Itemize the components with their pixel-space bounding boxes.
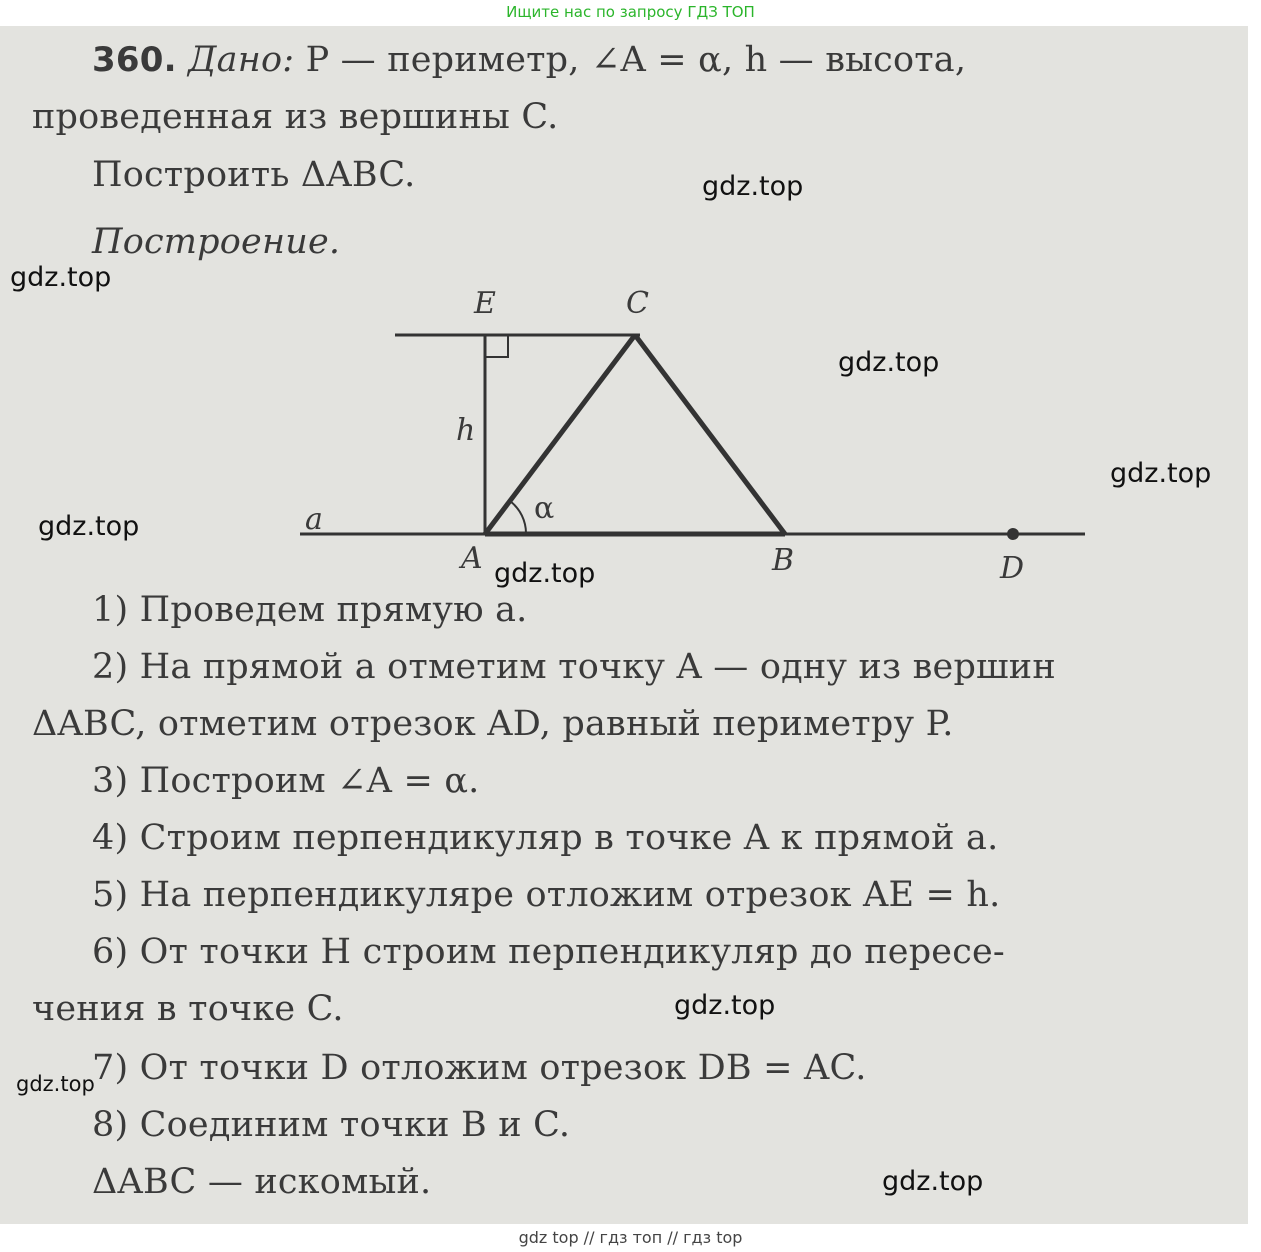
watermark: gdz.top	[882, 1166, 984, 1197]
label-d: D	[1000, 551, 1025, 586]
task-line: Построить ΔABC.	[92, 155, 416, 195]
problem-number: 360.	[92, 40, 177, 80]
step-5: 5) На перпендикуляре отложим отрезок AE = h.	[92, 875, 1001, 915]
right-angle-mark	[485, 335, 508, 357]
label-e: E	[474, 286, 496, 321]
given-label: Дано:	[188, 40, 295, 80]
watermark: gdz.top	[838, 347, 940, 378]
textbook-page	[0, 26, 1248, 1224]
step-1: 1) Проведем прямую a.	[92, 590, 528, 630]
watermark: gdz.top	[10, 262, 112, 293]
construction-heading: Построение.	[92, 222, 341, 262]
watermark: gdz.top	[674, 990, 776, 1021]
given-text: P — периметр, ∠A = α, h — высота,	[305, 40, 967, 80]
watermark: gdz.top	[16, 1072, 95, 1096]
label-alpha: α	[534, 491, 555, 526]
step-4: 4) Строим перпендикуляр в точке A к прямой a.	[92, 818, 999, 858]
step-3: 3) Построим ∠A = α.	[92, 761, 480, 801]
step-6-line-2: чения в точке C.	[32, 989, 344, 1029]
step-6-line-1: 6) От точки H строим перпендикуляр до пересе-	[92, 932, 1005, 972]
label-a-line: a	[305, 502, 323, 537]
step-7: 7) От точки D отложим отрезок DB = AC.	[92, 1048, 867, 1088]
given-line-2: проведенная из вершины C.	[32, 97, 559, 137]
result-line: ΔABC — искомый.	[92, 1162, 432, 1202]
label-h: h	[456, 413, 476, 448]
bottom-banner: gdz top // гдз топ // гдз top	[0, 1224, 1261, 1252]
label-c: C	[626, 286, 649, 321]
label-a-point: A	[461, 541, 483, 576]
watermark: gdz.top	[494, 558, 596, 589]
label-b: B	[772, 543, 795, 578]
point-d	[1007, 528, 1019, 540]
angle-arc	[510, 501, 526, 534]
watermark: gdz.top	[38, 511, 140, 542]
watermark: gdz.top	[702, 171, 804, 202]
top-banner: Ищите нас по запросу ГДЗ ТОП	[0, 0, 1261, 26]
side-ac	[485, 335, 635, 534]
step-2-line-2: ΔABC, отметим отрезок AD, равный периметру P.	[32, 704, 954, 744]
watermark: gdz.top	[1110, 458, 1212, 489]
side-bc	[635, 335, 785, 534]
construction-figure	[0, 26, 1248, 626]
step-2-line-1: 2) На прямой a отметим точку A — одну из вершин	[92, 647, 1056, 687]
step-8: 8) Соединим точки B и C.	[92, 1105, 571, 1145]
